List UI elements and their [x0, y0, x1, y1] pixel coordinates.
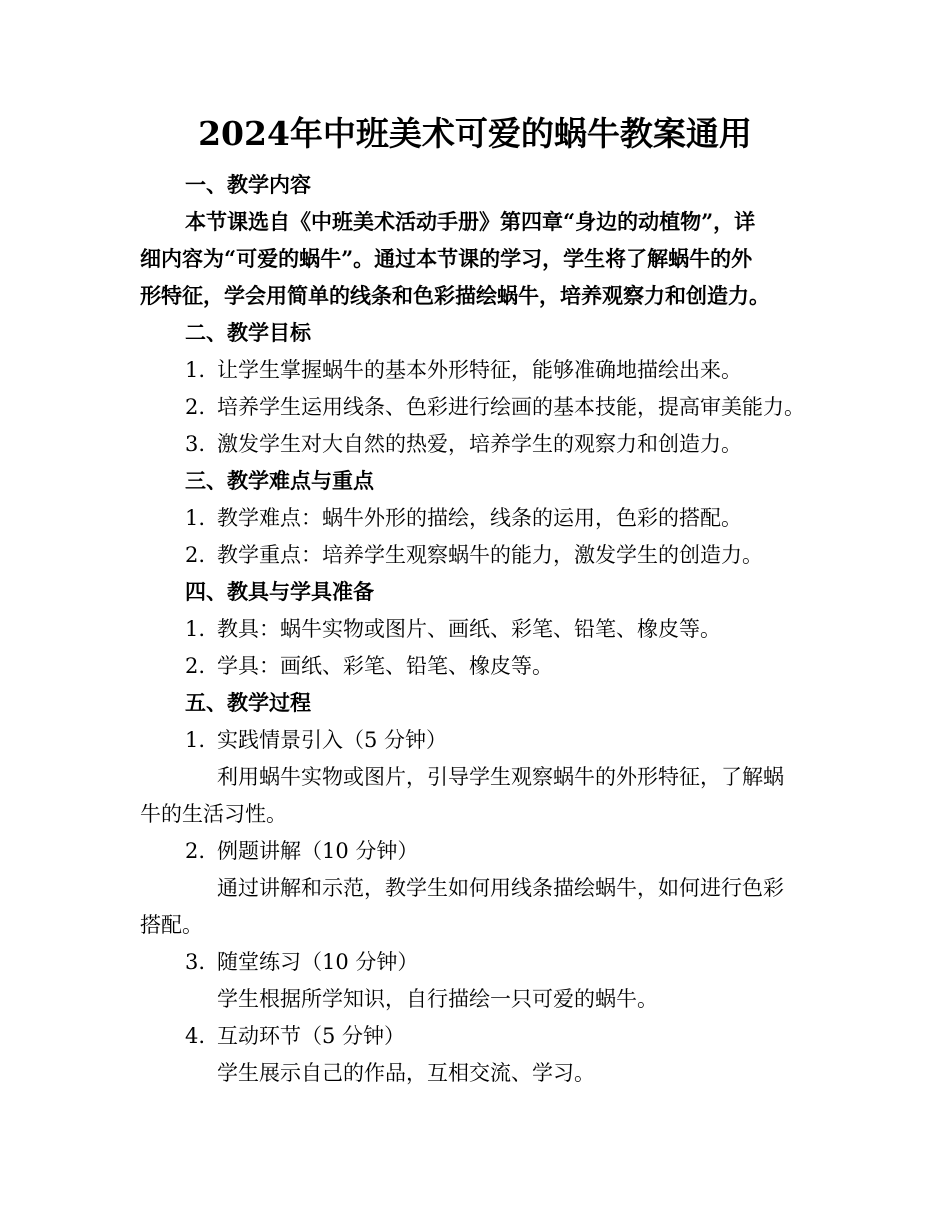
- list-item: [185, 651, 553, 681]
- section-heading-process: 五、教学过程: [185, 690, 311, 715]
- step-number: 2.: [185, 839, 206, 863]
- list-item: [185, 614, 721, 644]
- list-item: [185, 355, 742, 385]
- step-label: 例题讲解（10 分钟）: [217, 839, 419, 863]
- step-description-line: 通过讲解和示范，教学生如何用线条描绘蜗牛，如何进行色彩: [217, 876, 784, 900]
- step-item: [185, 836, 418, 866]
- paragraph-line: 细内容为“可爱的蜗牛”。通过本节课的学习，学生将了解蜗牛的外: [140, 246, 753, 271]
- section-heading-content: 一、教学内容: [185, 172, 311, 197]
- step-label: 互动环节（5 分钟）: [217, 1024, 406, 1048]
- section-heading-difficulties: 三、教学难点与重点: [185, 468, 374, 493]
- list-item: [185, 540, 763, 570]
- item-text: 培养学生运用线条、色彩进行绘画的基本技能，提高审美能力。: [217, 395, 805, 419]
- step-number: 3.: [185, 950, 206, 974]
- item-number: 1.: [185, 506, 206, 530]
- step-item: [185, 1021, 405, 1051]
- step-description-line: 利用蜗牛实物或图片，引导学生观察蜗牛的外形特征，了解蜗: [217, 765, 784, 789]
- list-item: [185, 429, 742, 459]
- section-heading-materials: 四、教具与学具准备: [185, 579, 374, 604]
- item-text: 教具：蜗牛实物或图片、画纸、彩笔、铅笔、橡皮等。: [217, 617, 721, 641]
- step-description-line: 牛的生活习性。: [140, 802, 287, 826]
- item-text: 激发学生对大自然的热爱，培养学生的观察力和创造力。: [217, 432, 742, 456]
- step-item: [185, 725, 447, 755]
- section-heading-objectives: 二、教学目标: [185, 320, 311, 345]
- list-item: [185, 503, 742, 533]
- paragraph-line: 本节课选自《中班美术活动手册》第四章“身边的动植物”，详: [185, 209, 756, 234]
- item-number: 2.: [185, 543, 206, 567]
- item-text: 教学重点：培养学生观察蜗牛的能力，激发学生的创造力。: [217, 543, 763, 567]
- item-number: 2.: [185, 654, 206, 678]
- step-description-line: 学生根据所学知识，自行描绘一只可爱的蜗牛。: [217, 987, 658, 1011]
- item-text: 学具：画纸、彩笔、铅笔、橡皮等。: [217, 654, 553, 678]
- paragraph-line: 形特征，学会用简单的线条和色彩描绘蜗牛，培养观察力和创造力。: [140, 283, 770, 308]
- item-number: 1.: [185, 358, 206, 382]
- item-number: 3.: [185, 432, 206, 456]
- step-label: 随堂练习（10 分钟）: [217, 950, 419, 974]
- step-label: 实践情景引入（5 分钟）: [217, 728, 448, 752]
- step-number: 4.: [185, 1024, 206, 1048]
- document-title: 2024年中班美术可爱的蜗牛教案通用: [198, 114, 752, 153]
- step-description-line: 学生展示自己的作品，互相交流、学习。: [217, 1061, 595, 1085]
- item-number: 2.: [185, 395, 206, 419]
- item-text: 教学难点：蜗牛外形的描绘，线条的运用，色彩的搭配。: [217, 506, 742, 530]
- item-number: 1.: [185, 617, 206, 641]
- item-text: 让学生掌握蜗牛的基本外形特征，能够准确地描绘出来。: [217, 358, 742, 382]
- step-item: [185, 947, 418, 977]
- list-item: [185, 392, 805, 422]
- step-description-line: 搭配。: [140, 913, 203, 937]
- step-number: 1.: [185, 728, 206, 752]
